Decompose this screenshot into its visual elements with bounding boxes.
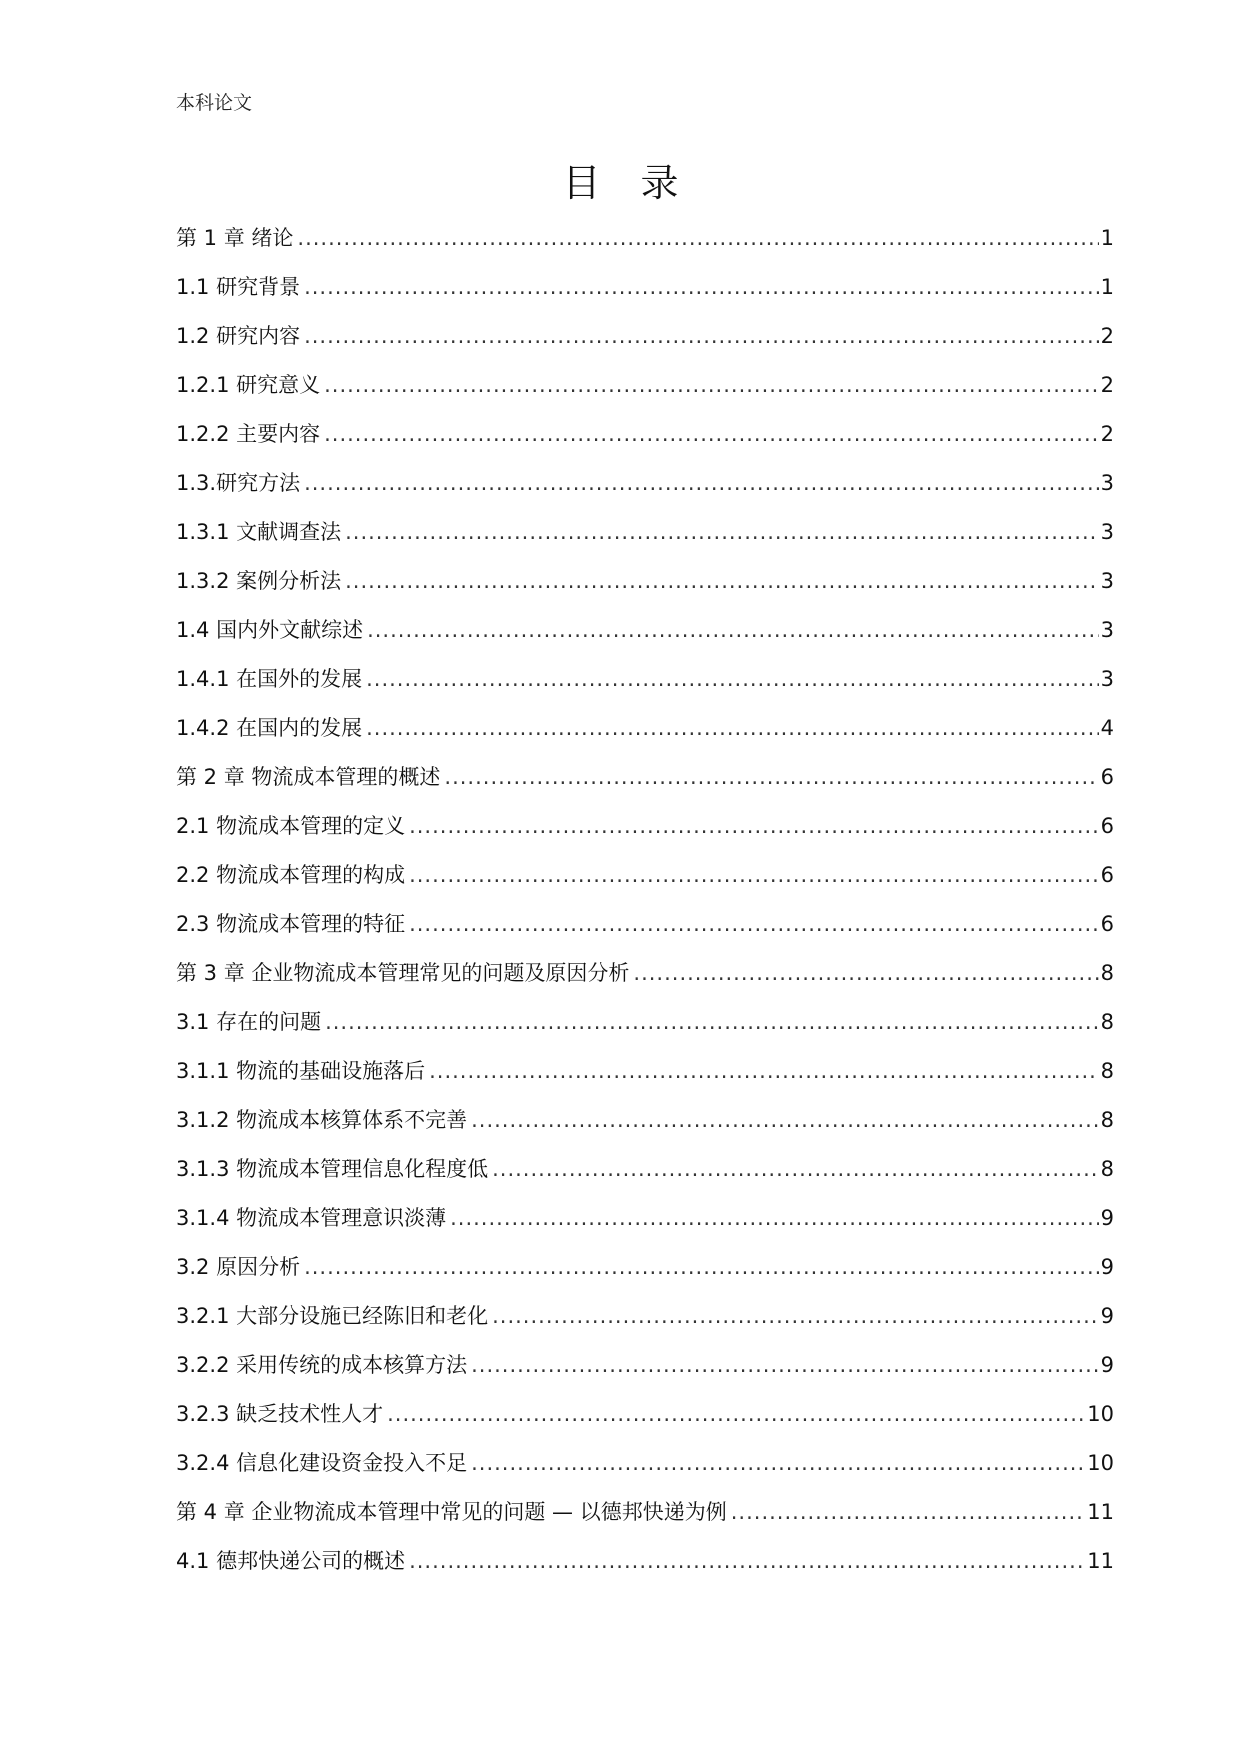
toc-entry-page-number: 11: [1087, 1549, 1114, 1573]
toc-entry[interactable]: [176, 606, 1114, 655]
toc-entry[interactable]: [176, 508, 1114, 557]
toc-dot-leader: [492, 1145, 1099, 1194]
toc-entry-page-number: 3: [1100, 618, 1114, 642]
toc-entry-label: 3.2.4 信息化建设资金投入不足: [176, 1451, 468, 1475]
toc-entry-page-number: 8: [1100, 1157, 1114, 1181]
toc-entry[interactable]: [176, 753, 1114, 802]
toc-entry-label: 第 3 章 企业物流成本管理常见的问题及原因分析: [176, 961, 630, 985]
toc-dot-leader: [731, 1488, 1086, 1537]
toc-dot-leader: [367, 606, 1099, 655]
toc-entry-label: 2.1 物流成本管理的定义: [176, 814, 406, 838]
toc-entry-label: 2.3 物流成本管理的特征: [176, 912, 406, 936]
toc-entry[interactable]: [176, 1341, 1114, 1390]
toc-entry-label: 1.2.2 主要内容: [176, 422, 321, 446]
toc-entry-label: 1.3.2 案例分析法: [176, 569, 342, 593]
toc-entry-label: 3.1.1 物流的基础设施落后: [176, 1059, 426, 1083]
page-header: 本科论文: [176, 92, 253, 114]
toc-entry-page-number: 4: [1100, 716, 1114, 740]
toc-entry-page-number: 9: [1100, 1206, 1114, 1230]
toc-entry[interactable]: [176, 1390, 1114, 1439]
toc-entry-label: 3.1.4 物流成本管理意识淡薄: [176, 1206, 447, 1230]
toc-entry-page-number: 10: [1087, 1402, 1114, 1426]
toc-entry[interactable]: [176, 361, 1114, 410]
toc-entry-label: 3.2.2 采用传统的成本核算方法: [176, 1353, 468, 1377]
toc-dot-leader: [409, 900, 1099, 949]
toc-entry-page-number: 1: [1100, 275, 1114, 299]
toc-dot-leader: [325, 998, 1099, 1047]
toc-dot-leader: [471, 1439, 1085, 1488]
toc-entry-page-number: 6: [1100, 765, 1114, 789]
toc-entry-page-number: 3: [1100, 569, 1114, 593]
toc-entry-page-number: 9: [1100, 1255, 1114, 1279]
toc-entry-page-number: 6: [1100, 863, 1114, 887]
toc-dot-leader: [366, 704, 1099, 753]
toc-dot-leader: [297, 214, 1098, 263]
toc-entry-page-number: 8: [1100, 1108, 1114, 1132]
toc-entry-label: 1.3.1 文献调查法: [176, 520, 342, 544]
toc-entry-label: 第 4 章 企业物流成本管理中常见的问题 — 以德邦快递为例: [176, 1500, 727, 1524]
toc-entry-label: 3.2.3 缺乏技术性人才: [176, 1402, 384, 1426]
toc-entry[interactable]: [176, 263, 1114, 312]
toc-entry-page-number: 3: [1100, 471, 1114, 495]
toc-entry[interactable]: [176, 704, 1114, 753]
toc-entry-page-number: 8: [1100, 1059, 1114, 1083]
toc-entry-page-number: 1: [1100, 226, 1114, 250]
toc-dot-leader: [304, 459, 1099, 508]
toc-dot-leader: [471, 1341, 1099, 1390]
toc-entry[interactable]: [176, 1096, 1114, 1145]
toc-dot-leader: [444, 753, 1098, 802]
toc-entry[interactable]: [176, 900, 1114, 949]
toc-dot-leader: [324, 361, 1099, 410]
toc-entry[interactable]: [176, 1439, 1114, 1488]
toc-entry-page-number: 6: [1100, 814, 1114, 838]
toc-entry[interactable]: [176, 1243, 1114, 1292]
toc-dot-leader: [324, 410, 1099, 459]
toc-entry-page-number: 3: [1100, 520, 1114, 544]
toc-dot-leader: [304, 312, 1099, 361]
toc-entry-page-number: 6: [1100, 912, 1114, 936]
toc-entry[interactable]: [176, 312, 1114, 361]
toc-entry-label: 1.3.研究方法: [176, 471, 301, 495]
toc-dot-leader: [409, 851, 1099, 900]
toc-dot-leader: [345, 508, 1099, 557]
toc-entry-page-number: 8: [1100, 961, 1114, 985]
toc-entry-page-number: 10: [1087, 1451, 1114, 1475]
toc-dot-leader: [429, 1047, 1099, 1096]
toc-list: [176, 214, 1114, 1586]
toc-entry-page-number: 8: [1100, 1010, 1114, 1034]
toc-entry[interactable]: [176, 1292, 1114, 1341]
toc-entry[interactable]: [176, 851, 1114, 900]
toc-entry-page-number: 2: [1100, 373, 1114, 397]
toc-entry[interactable]: [176, 949, 1114, 998]
toc-dot-leader: [450, 1194, 1099, 1243]
toc-entry-page-number: 9: [1100, 1304, 1114, 1328]
toc-entry-label: 1.4.1 在国外的发展: [176, 667, 363, 691]
toc-entry[interactable]: [176, 655, 1114, 704]
toc-entry[interactable]: [176, 1194, 1114, 1243]
toc-dot-leader: [366, 655, 1099, 704]
toc-dot-leader: [304, 263, 1099, 312]
toc-entry-label: 第 2 章 物流成本管理的概述: [176, 765, 441, 789]
toc-entry-label: 2.2 物流成本管理的构成: [176, 863, 406, 887]
toc-entry[interactable]: [176, 1488, 1114, 1537]
toc-entry-label: 3.2.1 大部分设施已经陈旧和老化: [176, 1304, 489, 1328]
toc-dot-leader: [409, 802, 1099, 851]
toc-entry-label: 1.2 研究内容: [176, 324, 301, 348]
toc-dot-leader: [387, 1390, 1085, 1439]
toc-entry[interactable]: [176, 998, 1114, 1047]
toc-entry-label: 3.1.3 物流成本管理信息化程度低: [176, 1157, 489, 1181]
toc-entry[interactable]: [176, 557, 1114, 606]
toc-entry-label: 1.4 国内外文献综述: [176, 618, 364, 642]
toc-entry-label: 3.2 原因分析: [176, 1255, 301, 1279]
toc-dot-leader: [409, 1537, 1085, 1586]
toc-entry-label: 3.1.2 物流成本核算体系不完善: [176, 1108, 468, 1132]
toc-entry-label: 1.4.2 在国内的发展: [176, 716, 363, 740]
toc-dot-leader: [471, 1096, 1099, 1145]
toc-entry[interactable]: [176, 802, 1114, 851]
toc-dot-leader: [492, 1292, 1099, 1341]
toc-entry-page-number: 3: [1100, 667, 1114, 691]
toc-entry[interactable]: [176, 214, 1114, 263]
toc-title: 目录: [562, 161, 719, 205]
toc-dot-leader: [304, 1243, 1099, 1292]
toc-entry[interactable]: [176, 410, 1114, 459]
toc-entry-page-number: 11: [1087, 1500, 1114, 1524]
toc-dot-leader: [633, 949, 1098, 998]
toc-entry-label: 1.2.1 研究意义: [176, 373, 321, 397]
toc-entry[interactable]: [176, 1145, 1114, 1194]
toc-entry[interactable]: [176, 1537, 1114, 1586]
toc-entry-label: 4.1 德邦快递公司的概述: [176, 1549, 406, 1573]
toc-entry-label: 1.1 研究背景: [176, 275, 301, 299]
toc-entry-page-number: 2: [1100, 422, 1114, 446]
toc-entry-label: 3.1 存在的问题: [176, 1010, 322, 1034]
toc-entry-page-number: 9: [1100, 1353, 1114, 1377]
toc-entry[interactable]: [176, 459, 1114, 508]
toc-entry-page-number: 2: [1100, 324, 1114, 348]
toc-entry-label: 第 1 章 绪论: [176, 226, 294, 250]
toc-entry[interactable]: [176, 1047, 1114, 1096]
toc-dot-leader: [345, 557, 1099, 606]
